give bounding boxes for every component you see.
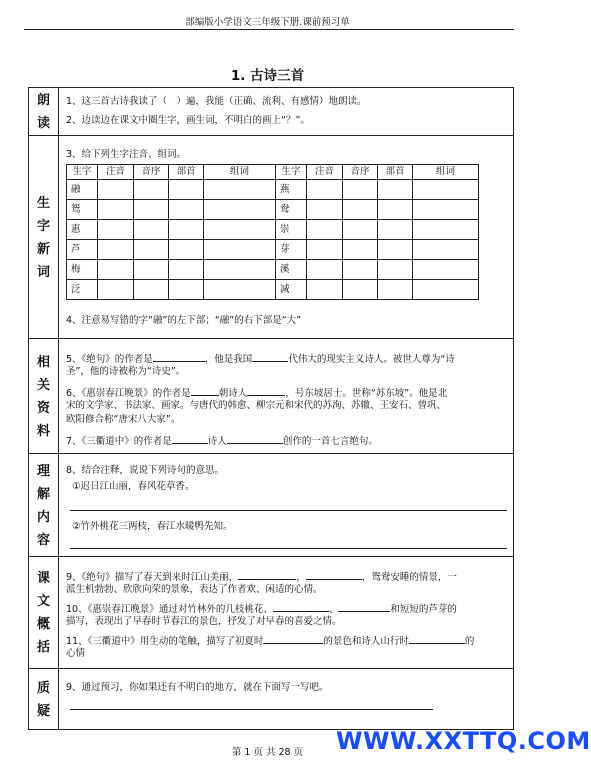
character-cell: 梅 bbox=[67, 260, 98, 280]
column-header: 音序 bbox=[134, 165, 169, 180]
question-3: 3、给下列生字注音、组词。 bbox=[66, 149, 187, 160]
blank-cell[interactable] bbox=[204, 200, 276, 220]
answer-blank[interactable] bbox=[227, 433, 283, 444]
blank-cell[interactable] bbox=[343, 280, 378, 300]
column-header: 组词 bbox=[204, 165, 276, 180]
column-header: 音序 bbox=[343, 165, 378, 180]
blank-cell[interactable] bbox=[169, 200, 204, 220]
question-prompt: 9、通过预习，你如果还有不明白的地方，就在下面写一写吧。 bbox=[66, 682, 329, 693]
section-label: 课 文 概 括 bbox=[29, 557, 59, 669]
column-header: 部首 bbox=[169, 165, 204, 180]
table-row bbox=[67, 180, 479, 200]
question-10: 10、《惠崇春江晚景》通过对竹林外的几枝桃花、 、 和短短的芦芽的 bbox=[66, 601, 507, 617]
blank-cell[interactable] bbox=[343, 240, 378, 260]
blank-cell[interactable] bbox=[378, 260, 413, 280]
question-6: 6、《惠崇春江晚景》的作者是 朝诗人 ，号东坡居士。世称“苏东坡”。他是北 bbox=[66, 385, 507, 401]
blank-cell[interactable] bbox=[98, 240, 134, 260]
blank-cell[interactable] bbox=[169, 220, 204, 240]
poem-line-1: ①迟日江山丽，春风花草香。 bbox=[72, 481, 195, 492]
worksheet-table bbox=[28, 87, 514, 730]
blank-cell[interactable] bbox=[378, 180, 413, 200]
question-7: 7、《三衢道中》的作者是 诗人 创作的一首七言绝句。 bbox=[66, 433, 507, 449]
question-2: 2、边读边在课文中圈生字，画生词，不明白的画上“？”。 bbox=[66, 115, 310, 126]
character-table bbox=[66, 164, 479, 300]
section-related-info bbox=[29, 338, 513, 454]
question-4: 4、注意易写错的字“融”的左下部；“融”的右下部是“大” bbox=[66, 315, 302, 326]
blank-cell[interactable] bbox=[343, 220, 378, 240]
column-header: 生字 bbox=[67, 165, 98, 180]
answer-blank[interactable] bbox=[338, 601, 390, 612]
blank-cell[interactable] bbox=[98, 180, 134, 200]
section-summary bbox=[29, 556, 513, 669]
column-header: 注音 bbox=[98, 165, 134, 180]
question-8: 8、结合注释，说说下列诗句的意思。 bbox=[66, 465, 225, 476]
blank-cell[interactable] bbox=[413, 220, 479, 240]
table-row bbox=[67, 240, 479, 260]
blank-cell[interactable] bbox=[134, 240, 169, 260]
answer-line[interactable] bbox=[70, 510, 507, 511]
character-cell: 芦 bbox=[67, 240, 98, 260]
question-6-continued: 宋的文学家、书法家、画家。与唐代的韩愈、柳宗元和宋代的苏洵、苏辙、王安石、曾巩、 bbox=[66, 400, 447, 411]
blank-cell[interactable] bbox=[204, 260, 276, 280]
blank-cell[interactable] bbox=[98, 220, 134, 240]
question-10-continued: 描写，表现出了早春时节春江的景色，抒发了对早春的喜爱之情。 bbox=[66, 616, 342, 627]
column-header: 生字 bbox=[276, 165, 307, 180]
blank-cell[interactable] bbox=[134, 260, 169, 280]
blank-cell[interactable] bbox=[413, 260, 479, 280]
section-new-characters bbox=[29, 135, 513, 339]
blank-cell[interactable] bbox=[169, 260, 204, 280]
answer-blank[interactable] bbox=[247, 385, 285, 396]
blank-cell[interactable] bbox=[134, 280, 169, 300]
answer-blank[interactable] bbox=[153, 351, 205, 362]
column-header: 组词 bbox=[413, 165, 479, 180]
blank-cell[interactable] bbox=[98, 200, 134, 220]
answer-blank[interactable] bbox=[263, 633, 323, 644]
blank-cell[interactable] bbox=[204, 240, 276, 260]
blank-cell[interactable] bbox=[204, 280, 276, 300]
table-row bbox=[67, 280, 479, 300]
header-rule bbox=[24, 29, 514, 30]
question-9-continued: 派生机勃勃、欣欣向荣的景象，表达了作者欢、闲适的心情。 bbox=[66, 584, 323, 595]
blank-cell[interactable] bbox=[204, 220, 276, 240]
question-1: 1、这三首古诗我读了（ ）遍，我能（正确、流利、有感情）地朗读。 bbox=[66, 96, 367, 107]
blank-cell[interactable] bbox=[134, 180, 169, 200]
column-header: 注音 bbox=[307, 165, 343, 180]
blank-cell[interactable] bbox=[307, 260, 343, 280]
blank-cell[interactable] bbox=[307, 280, 343, 300]
character-cell: 崇 bbox=[276, 220, 307, 240]
question-11-continued: 心情 bbox=[66, 648, 86, 659]
question-5-continued: 圣”，他的诗被称为“诗史”。 bbox=[66, 366, 186, 377]
character-cell: 鸯 bbox=[276, 200, 307, 220]
character-cell: 惠 bbox=[67, 220, 98, 240]
section-label: 生 字 新 词 bbox=[29, 136, 59, 339]
blank-cell[interactable] bbox=[307, 220, 343, 240]
section-label: 朗 读 bbox=[29, 88, 59, 135]
character-cell: 燕 bbox=[276, 180, 307, 200]
blank-cell[interactable] bbox=[169, 240, 204, 260]
blank-cell[interactable] bbox=[98, 260, 134, 280]
blank-cell[interactable] bbox=[134, 220, 169, 240]
blank-cell[interactable] bbox=[307, 240, 343, 260]
character-cell: 芽 bbox=[276, 240, 307, 260]
blank-cell[interactable] bbox=[343, 180, 378, 200]
answer-line[interactable] bbox=[70, 548, 507, 549]
blank-cell[interactable] bbox=[169, 280, 204, 300]
watermark-logo: WWW.XXTTQ.COM bbox=[336, 727, 591, 755]
character-cell: 融 bbox=[67, 180, 98, 200]
answer-line[interactable] bbox=[70, 709, 433, 710]
blank-cell[interactable] bbox=[413, 180, 479, 200]
blank-cell[interactable] bbox=[378, 220, 413, 240]
column-header: 部首 bbox=[378, 165, 413, 180]
answer-blank[interactable] bbox=[172, 433, 208, 444]
blank-cell[interactable] bbox=[378, 200, 413, 220]
page-header: 部编版小学语文三年级下册.课前预习单 bbox=[185, 17, 350, 28]
blank-cell[interactable] bbox=[204, 180, 276, 200]
blank-cell[interactable] bbox=[307, 200, 343, 220]
blank-cell[interactable] bbox=[307, 180, 343, 200]
section-label: 相 关 资 料 bbox=[29, 339, 59, 454]
answer-blank[interactable] bbox=[306, 569, 362, 580]
character-cell: 泛 bbox=[67, 280, 98, 300]
blank-cell[interactable] bbox=[343, 260, 378, 280]
blank-cell[interactable] bbox=[378, 280, 413, 300]
blank-cell[interactable] bbox=[413, 240, 479, 260]
blank-cell[interactable] bbox=[378, 240, 413, 260]
table-row bbox=[67, 200, 479, 220]
page-footer: 第 1 页 共 28 页 bbox=[231, 747, 304, 758]
page-title: 1. 古诗三首 bbox=[230, 68, 305, 84]
blank-cell[interactable] bbox=[134, 200, 169, 220]
answer-blank[interactable] bbox=[409, 633, 465, 644]
question-9: 9、《绝句》描写了春天到来时江山美丽， ， ，鸳鸯安睡的情景，一 bbox=[66, 569, 507, 585]
answer-blank[interactable] bbox=[238, 569, 296, 580]
answer-blank[interactable] bbox=[273, 601, 329, 612]
section-label: 质 疑 bbox=[29, 669, 59, 730]
section-reading bbox=[29, 88, 513, 135]
section-label: 理 解 内 容 bbox=[29, 454, 59, 557]
table-row bbox=[67, 220, 479, 240]
question-6-continued: 欧阳修合称“唐宋八大家”。 bbox=[66, 414, 181, 425]
poem-line-2: ②竹外桃花三两枝，春江水暖鸭先知。 bbox=[72, 521, 233, 532]
answer-blank[interactable] bbox=[252, 351, 288, 362]
blank-cell[interactable] bbox=[413, 280, 479, 300]
section-questions bbox=[29, 668, 513, 730]
character-cell: 溪 bbox=[276, 260, 307, 280]
character-cell: 鸳 bbox=[67, 200, 98, 220]
section-understanding bbox=[29, 453, 513, 557]
question-5: 5、《绝句》的作者是 ，他是我国 代伟大的现实主义诗人。被世人尊为“诗 bbox=[66, 351, 507, 367]
answer-blank[interactable] bbox=[191, 385, 219, 396]
character-cell: 减 bbox=[276, 280, 307, 300]
question-11: 11、《三衢道中》用生动的笔触，描写了初夏时 的景色和诗人山行时 的 bbox=[66, 633, 507, 649]
blank-cell[interactable] bbox=[343, 200, 378, 220]
blank-cell[interactable] bbox=[169, 180, 204, 200]
table-header-row bbox=[67, 165, 479, 180]
blank-cell[interactable] bbox=[98, 280, 134, 300]
blank-cell[interactable] bbox=[413, 200, 479, 220]
table-row bbox=[67, 260, 479, 280]
